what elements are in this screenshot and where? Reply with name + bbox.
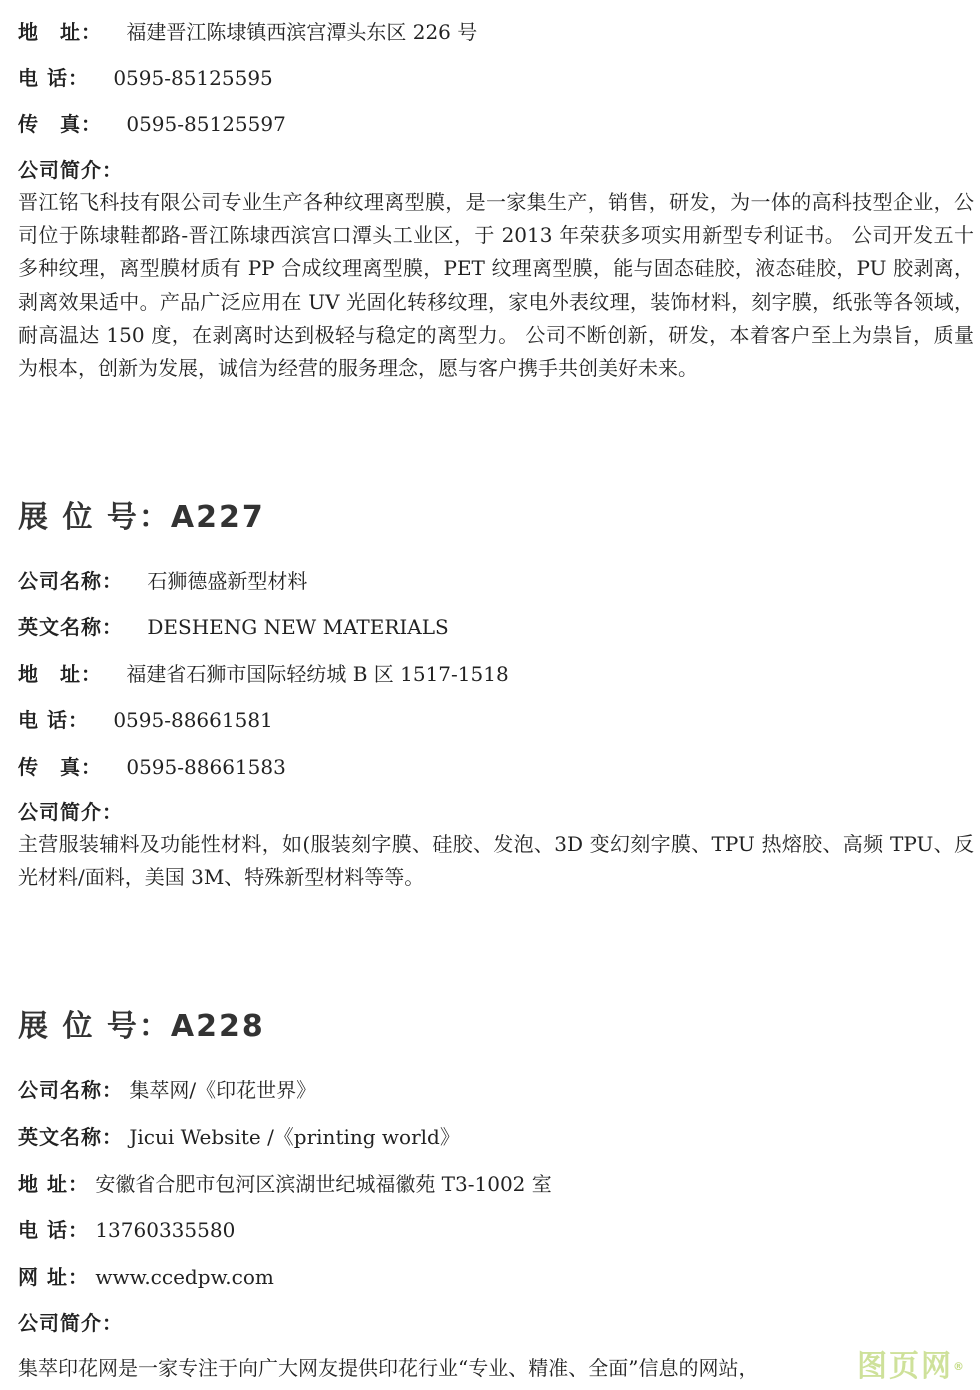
- address-label: 地 址：: [18, 20, 102, 44]
- english-name-row: [18, 614, 974, 640]
- phone-value: 0595-88661581: [113, 708, 273, 732]
- intro-paragraph: 主营服装辅料及功能性材料，如(服装刻字膜、硅胶、发泡、3D 变幻刻字膜、TPU 热熔胶、高频 TPU、反光材料/面料，美国 3M、特殊新型材料等等。: [18, 832, 974, 890]
- company-name-value: 集萃网/《印花世界》: [129, 1078, 317, 1102]
- address-value: 安徽省合肥市包河区滨湖世纪城福徽苑 T3-1002 室: [95, 1172, 552, 1196]
- intro-label: 公司简介：: [18, 1311, 123, 1335]
- fax-row: [18, 754, 974, 780]
- booth-heading: 展 位 号：A228: [18, 1009, 265, 1044]
- website-row: [18, 1264, 974, 1290]
- company-name-row: [18, 1077, 974, 1103]
- address-value: 福建晋江陈埭镇西滨宫潭头东区 226 号: [126, 20, 478, 44]
- registered-mark-icon: ®: [953, 1360, 966, 1373]
- phone-row: [18, 707, 974, 733]
- phone-row: [18, 65, 974, 91]
- fax-value: 0595-85125597: [126, 112, 286, 136]
- intro-paragraph: 晋江铭飞科技有限公司专业生产各种纹理离型膜，是一家集生产，销售，研发，为一体的高科技型企业，公司位于陈埭鞋都路-晋江陈埭西滨宫口潭头工业区，于 2013 年荣获多项实用新型专利证书。 公司开发五十多种纹理，离型膜材质有 PP 合成纹理离型膜，PET 纹理离型膜，能与固态硅胶，液态硅胶，PU 胶剥离，剥离效果适中。产品广泛应用在 UV 光固化转移纹理，家电外表纹理，装饰材料，刻字膜，纸张等各领域，耐高温达 150 度，在剥离时达到极轻与稳定的离型力。 公司不断创新，研发，本着客户至上为祟旨，质量为根本，创新为发展，诚信为经营的服务理念，愿与客户携手共创美好未来。: [18, 190, 974, 381]
- phone-label: 电 话：: [18, 66, 89, 90]
- company-name-label: 公司名称：: [18, 569, 123, 593]
- watermark-text: 图页网: [857, 1349, 953, 1384]
- address-label: 地 址：: [18, 662, 102, 686]
- fax-row: [18, 111, 974, 137]
- address-row: [18, 19, 974, 45]
- company-name-label: 公司名称：: [18, 1078, 123, 1102]
- english-name-value: DESHENG NEW MATERIALS: [147, 615, 449, 639]
- company-name-row: [18, 568, 974, 594]
- address-row: [18, 1171, 974, 1197]
- phone-value: 0595-85125595: [113, 66, 273, 90]
- company-name-value: 石狮德盛新型材料: [147, 569, 308, 593]
- fax-label: 传 真：: [18, 755, 102, 779]
- website-link[interactable]: www.ccedpw.com: [95, 1265, 274, 1289]
- phone-row: [18, 1217, 974, 1243]
- watermark-logo: [857, 1350, 966, 1384]
- phone-value: 13760335580: [95, 1218, 236, 1242]
- intro-label: 公司简介：: [18, 800, 123, 824]
- address-value: 福建省石狮市国际轻纺城 B 区 1517-1518: [126, 662, 509, 686]
- english-name-value: Jicui Website /《printing world》: [129, 1125, 460, 1149]
- booth-heading: 展 位 号：A227: [18, 500, 265, 535]
- english-name-row: [18, 1124, 974, 1150]
- fax-label: 传 真：: [18, 112, 102, 136]
- english-name-label: 英文名称：: [18, 615, 123, 639]
- phone-label: 电 话：: [18, 1218, 89, 1242]
- intro-paragraph: 集萃印花网是一家专注于向广大网友提供印花行业“专业、精准、全面”信息的网站，: [18, 1356, 759, 1380]
- english-name-label: 英文名称：: [18, 1125, 123, 1149]
- address-row: [18, 661, 974, 687]
- fax-value: 0595-88661583: [126, 755, 286, 779]
- address-label: 地 址：: [18, 1172, 89, 1196]
- phone-label: 电 话：: [18, 708, 89, 732]
- intro-label-row: [18, 1310, 974, 1336]
- intro-label-row: [18, 799, 974, 825]
- intro-label-row: [18, 157, 974, 183]
- intro-label: 公司简介：: [18, 158, 123, 182]
- website-label: 网 址：: [18, 1265, 89, 1289]
